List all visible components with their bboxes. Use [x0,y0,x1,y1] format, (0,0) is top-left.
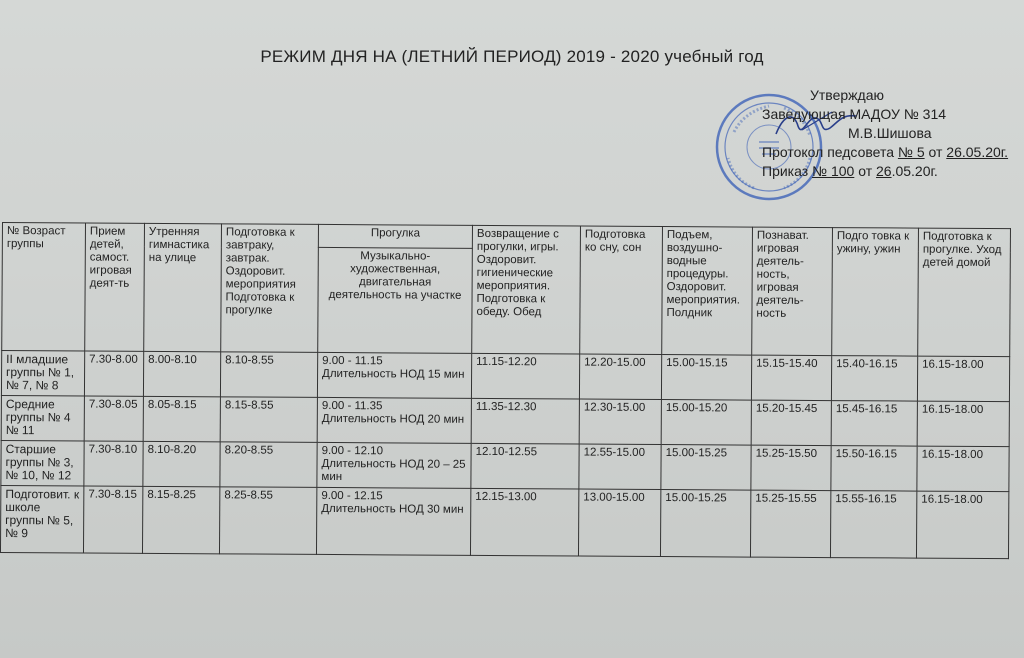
approval-block [762,86,1024,181]
header-sleep: Подготовка ко сну, сон [580,226,663,354]
approve-line-2: Заведующая МАДОУ № 314 [762,106,947,122]
cell-dinner: 15.55-16.15 [830,491,916,559]
header-breakfast: Подготовка к завтраку, завтрак. Оздоровит. мероприятия Подготовка к прогулке [221,224,319,353]
cell-cognitive: 15.25-15.50 [751,445,831,490]
header-walk: Прогулка [318,224,472,248]
cell-home: 16.15-18.00 [916,491,1008,559]
approve-line-3: М.В.Шишова [848,125,932,141]
cell-home: 16.15-18.00 [917,446,1009,492]
header-row [2,223,1010,252]
cell-reception: 7.30-8.05 [84,396,143,441]
cell-gym: 8.00-8.10 [143,351,220,396]
cell-wake: 15.00-15.20 [661,400,751,446]
table-row [1,351,1009,402]
cell-home: 16.15-18.00 [917,356,1009,402]
cell-dinner: 15.40-16.15 [831,356,917,402]
cell-return: 11.35-12.30 [471,398,579,444]
cell-age: II младшие группы № 1, № 7, № 8 [1,351,84,397]
cell-walk: 9.00 - 11.35 Длительность НОД 20 мин [317,397,471,443]
cell-reception: 7.30-8.10 [84,441,143,486]
cell-breakfast: 8.25-8.55 [219,487,316,555]
header-age: № Возраст группы [2,223,86,352]
cell-age: Подготовит. к школе группы № 5, № 9 [0,485,83,553]
cell-return: 12.15-13.00 [470,488,578,556]
cell-return: 12.10-12.55 [471,443,579,489]
cell-breakfast: 8.10-8.55 [220,352,317,398]
table-row [1,395,1009,446]
cell-walk: 9.00 - 12.15 Длительность НОД 30 мин [316,487,470,555]
cell-cognitive: 15.25-15.55 [750,490,830,557]
approve-line-4: Протокол педсовета № 5 от 26.05.20г. [762,144,1009,160]
approve-line-5: Приказ № 100 от 26.05.20г. [762,163,938,179]
header-wake: Подъем, воздушно-водные процедуры. Оздоровит. мероприятия. Полдник [662,227,753,356]
cell-dinner: 15.45-16.15 [831,401,917,447]
cell-gym: 8.15-8.25 [142,486,219,553]
cell-gym: 8.10-8.20 [143,441,220,486]
cell-sleep: 12.20-15.00 [579,354,661,400]
header-reception: Прием детей, самост. игровая деят-ть [85,223,145,351]
table-row [0,485,1008,558]
cell-sleep: 12.55-15.00 [579,444,661,490]
header-return: Возвращение с прогулки, игры. Оздоровит. гигиенические мероприятия. Подготовка к обеду. Обед [472,225,581,354]
header-cognitive: Познават. игровая деятель-ность, игровая деятель-ность [752,227,833,355]
cell-reception: 7.30-8.00 [84,351,143,396]
cell-wake: 15.00-15.15 [661,355,751,401]
cell-dinner: 15.50-16.15 [831,446,917,492]
cell-breakfast: 8.15-8.55 [220,397,317,443]
cell-sleep: 12.30-15.00 [579,399,661,445]
header-home: Подготовка к прогулке. Уход детей домой [918,228,1011,357]
cell-sleep: 13.00-15.00 [578,489,660,556]
cell-cognitive: 15.20-15.45 [751,400,831,445]
header-dinner: Подго товка к ужину, ужин [832,228,919,357]
cell-wake: 15.00-15.25 [661,445,751,491]
cell-gym: 8.05-8.15 [143,396,220,441]
cell-home: 16.15-18.00 [917,401,1009,447]
cell-walk: 9.00 - 11.15 Длительность НОД 15 мин [317,352,471,398]
cell-breakfast: 8.20-8.55 [220,442,317,488]
header-walk-sub: Музыкально-художественная, двигательная деятельность на участке [318,247,473,353]
cell-reception: 7.30-8.15 [83,486,142,553]
cell-age: Старшие группы № 3, № 10, № 12 [1,440,84,486]
cell-return: 11.15-12.20 [471,353,579,399]
table-row [1,440,1009,491]
cell-cognitive: 15.15-15.40 [751,355,831,400]
header-gym: Утренняя гимнастика на улице [144,223,222,351]
schedule-table [0,222,1011,559]
document-title: РЕЖИМ ДНЯ НА (ЛЕТНИЙ ПЕРИОД) 2019 - 2020 учебный год [260,47,764,66]
cell-age: Средние группы № 4 № 11 [1,395,84,441]
cell-wake: 15.00-15.25 [660,490,750,558]
cell-walk: 9.00 - 12.10 Длительность НОД 20 – 25 мин [317,442,471,488]
approve-line-1: Утверждаю [810,87,884,103]
